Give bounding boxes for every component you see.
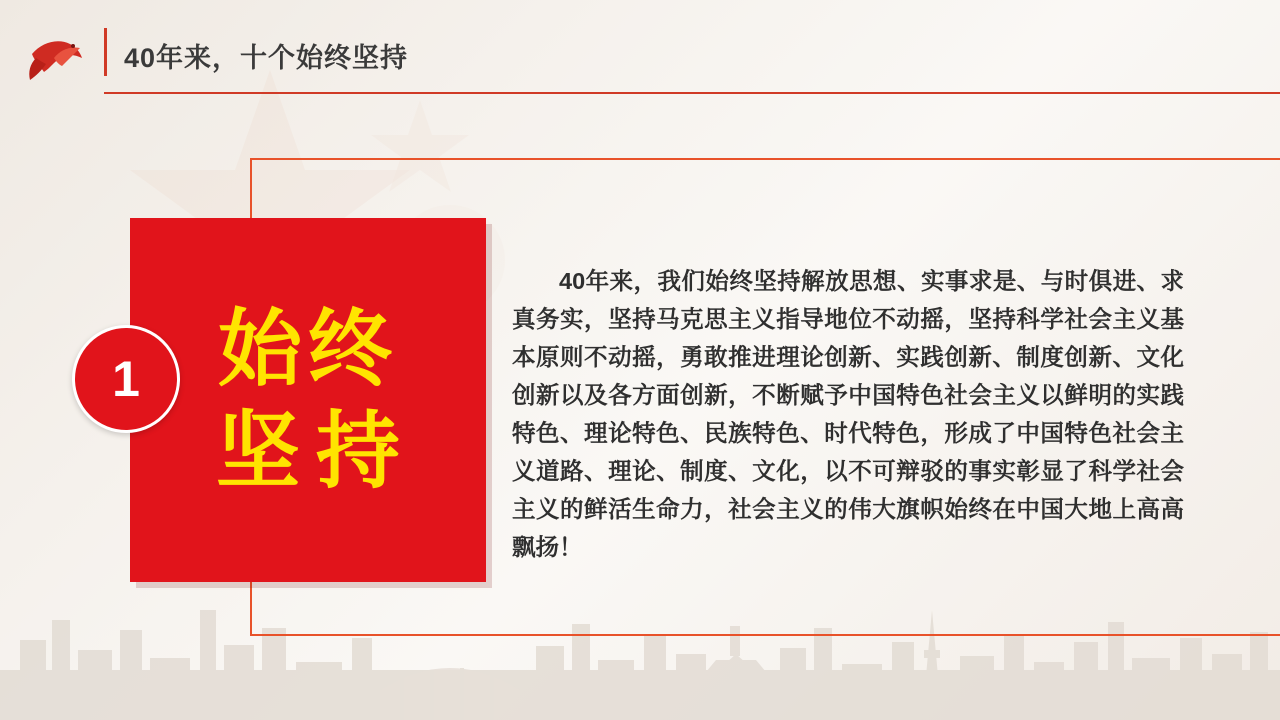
- section-title-text: [130, 218, 486, 582]
- header: [0, 0, 1280, 96]
- header-divider: [104, 92, 1280, 94]
- header-accent-bar: [104, 28, 107, 76]
- body-paragraph: 40年来，我们始终坚持解放思想、实事求是、与时俱进、求真务实，坚持马克思主义指导地位不动摇，坚持科学社会主义基本原则不动摇，勇敢推进理论创新、实践创新、制度创新、文化创新以及各方面创新，不断赋予中国特色社会主义以鲜明的实践特色、理论特色、民族特色、时代特色，形成了中国特色社会主义道路、理论、制度、文化，以不可辩驳的事实彰显了科学社会主义的鲜活生命力，社会主义的伟大旗帜始终在中国大地上高高飘扬！: [512, 268, 1184, 561]
- page-title: 40年来，十个始终坚持: [124, 43, 409, 73]
- dove-icon: [24, 28, 90, 86]
- section-title-block: [130, 218, 486, 582]
- section-title-line1: 始终: [217, 301, 398, 396]
- section-number-badge: 1: [72, 325, 180, 433]
- section-title-line2: 坚持: [215, 404, 416, 498]
